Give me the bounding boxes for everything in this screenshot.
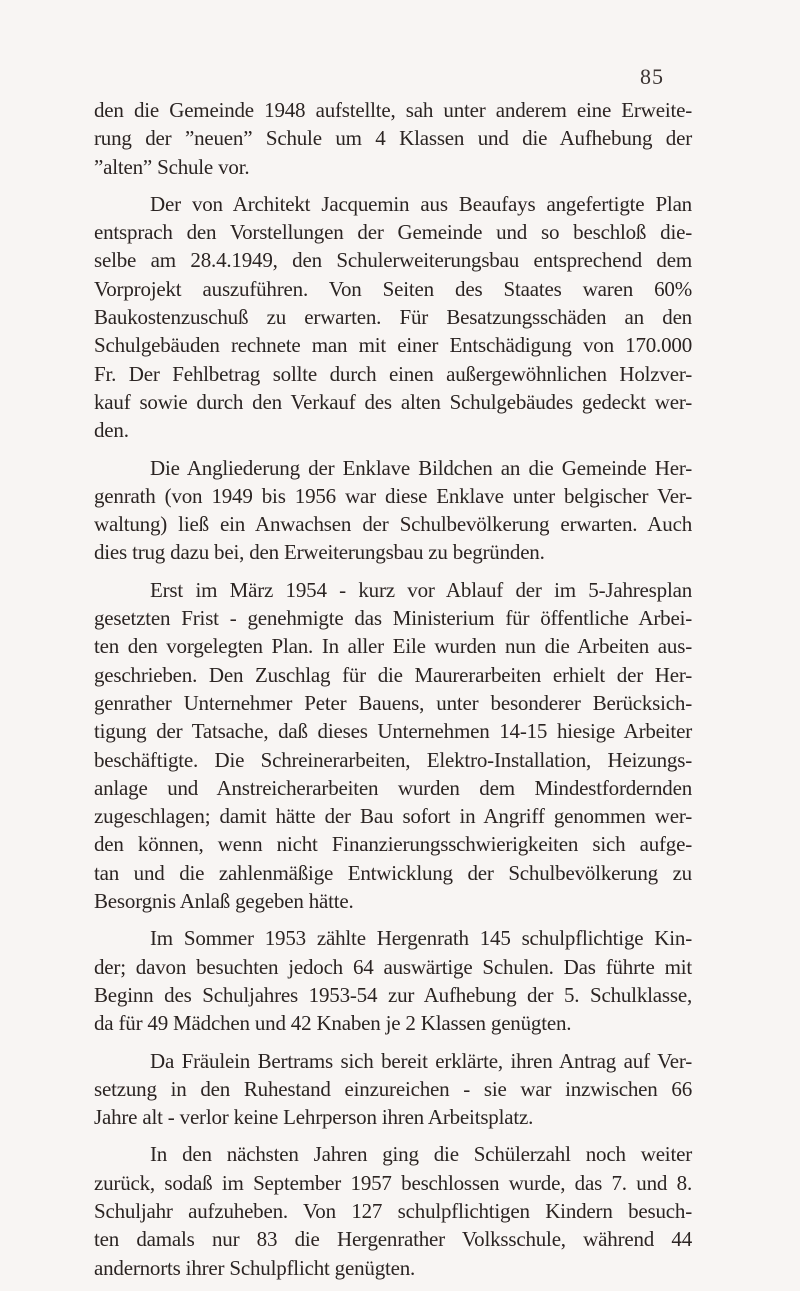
text-line: In den nächsten Jahren ging die Schülerzahl noch weiter: [150, 1142, 692, 1167]
text-line: Erst im März 1954 - kurz vor Ablauf der im 5-Jahresplan: [150, 577, 692, 602]
text-line: Besorgnis Anlaß gegeben hätte.: [94, 889, 354, 914]
text-line: Der von Architekt Jacquemin aus Beaufays angefertigte Plan: [150, 191, 692, 216]
text-line: zugeschlagen; damit hätte der Bau sofort in Angriff genommen wer-: [94, 804, 692, 829]
body-text: [94, 96, 692, 1291]
text-line: ten damals nur 83 die Hergenrather Volksschule, während 44: [94, 1227, 692, 1252]
text-line: setzung in den Ruhestand einzureichen - sie war inzwischen 66: [94, 1076, 692, 1101]
text-line: rung der ”neuen” Schule um 4 Klassen und die Aufhebung der: [94, 126, 692, 151]
paragraph: [94, 96, 692, 181]
text-line: entsprach den Vorstellungen der Gemeinde und so beschloß die-: [94, 220, 692, 245]
paragraph: [94, 454, 692, 567]
text-line: gesetzten Frist - genehmigte das Ministerium für öffentliche Arbei-: [94, 606, 692, 631]
text-line: Schuljahr aufzuheben. Von 127 schulpflichtigen Kindern besuch-: [94, 1198, 692, 1223]
text-line: kauf sowie durch den Verkauf des alten Schulgebäudes gedeckt wer-: [94, 389, 692, 414]
text-line: der; davon besuchten jedoch 64 auswärtige Schulen. Das führte mit: [94, 954, 692, 979]
paragraph: [94, 1140, 692, 1281]
text-line: Fr. Der Fehlbetrag sollte durch einen außergewöhnlichen Holzver-: [94, 361, 692, 386]
text-line: Beginn des Schuljahres 1953-54 zur Aufhebung der 5. Schulklasse,: [94, 982, 692, 1007]
text-line: genrath (von 1949 bis 1956 war diese Enklave unter belgischer Ver-: [94, 483, 692, 508]
paragraph: [94, 576, 692, 916]
text-line: selbe am 28.4.1949, den Schulerweiterungsbau entsprechend dem: [94, 248, 692, 273]
text-line: anlage und Anstreicherarbeiten wurden dem Mindestfordernden: [94, 775, 692, 800]
paragraph: [94, 190, 692, 445]
text-line: waltung) ließ ein Anwachsen der Schulbevölkerung erwarten. Auch: [94, 512, 692, 537]
text-line: Im Sommer 1953 zählte Hergenrath 145 schulpflichtige Kin-: [150, 926, 692, 951]
text-line: den können, wenn nicht Finanzierungsschwierigkeiten sich aufge-: [94, 832, 692, 857]
text-line: tigung der Tatsache, daß dieses Unternehmen 14-15 hiesige Arbeiter: [94, 719, 692, 744]
text-line: ten den vorgelegten Plan. In aller Eile wurden nun die Arbeiten aus-: [94, 634, 692, 659]
text-line: dies trug dazu bei, den Erweiterungsbau zu begründen.: [94, 540, 545, 565]
text-line: tan und die zahlenmäßige Entwicklung der Schulbevölkerung zu: [94, 860, 692, 885]
text-line: ”alten” Schule vor.: [94, 154, 250, 179]
text-line: zurück, sodaß im September 1957 beschlossen wurde, das 7. und 8.: [94, 1170, 692, 1195]
text-line: Baukostenzuschuß zu erwarten. Für Besatzungsschäden an den: [94, 305, 692, 330]
text-line: Da Fräulein Bertrams sich bereit erklärte, ihren Antrag auf Ver-: [150, 1048, 692, 1073]
text-line: Schulgebäuden rechnete man mit einer Entschädigung von 170.000: [94, 333, 692, 358]
text-line: Jahre alt - verlor keine Lehrperson ihren Arbeitsplatz.: [94, 1105, 534, 1130]
text-line: andernorts ihrer Schulpflicht genügten.: [94, 1255, 416, 1280]
text-line: Vorprojekt auszuführen. Von Seiten des Staates waren 60%: [94, 276, 692, 301]
text-line: geschrieben. Den Zuschlag für die Maurerarbeiten erhielt der Her-: [94, 662, 692, 687]
paragraph: [94, 924, 692, 1037]
paragraph: [94, 1047, 692, 1132]
text-line: da für 49 Mädchen und 42 Knaben je 2 Klassen genügten.: [94, 1011, 572, 1036]
page-number: 85: [640, 64, 664, 89]
text-line: den die Gemeinde 1948 aufstellte, sah unter anderem eine Erweite-: [94, 98, 692, 122]
text-line: Die Angliederung der Enklave Bildchen an die Gemeinde Her-: [150, 455, 692, 480]
text-line: den.: [94, 418, 129, 443]
text-line: genrather Unternehmer Peter Bauens, unter besonderer Berücksich-: [94, 690, 692, 715]
text-line: beschäftigte. Die Schreinerarbeiten, Elektro-Installation, Heizungs-: [94, 747, 692, 772]
